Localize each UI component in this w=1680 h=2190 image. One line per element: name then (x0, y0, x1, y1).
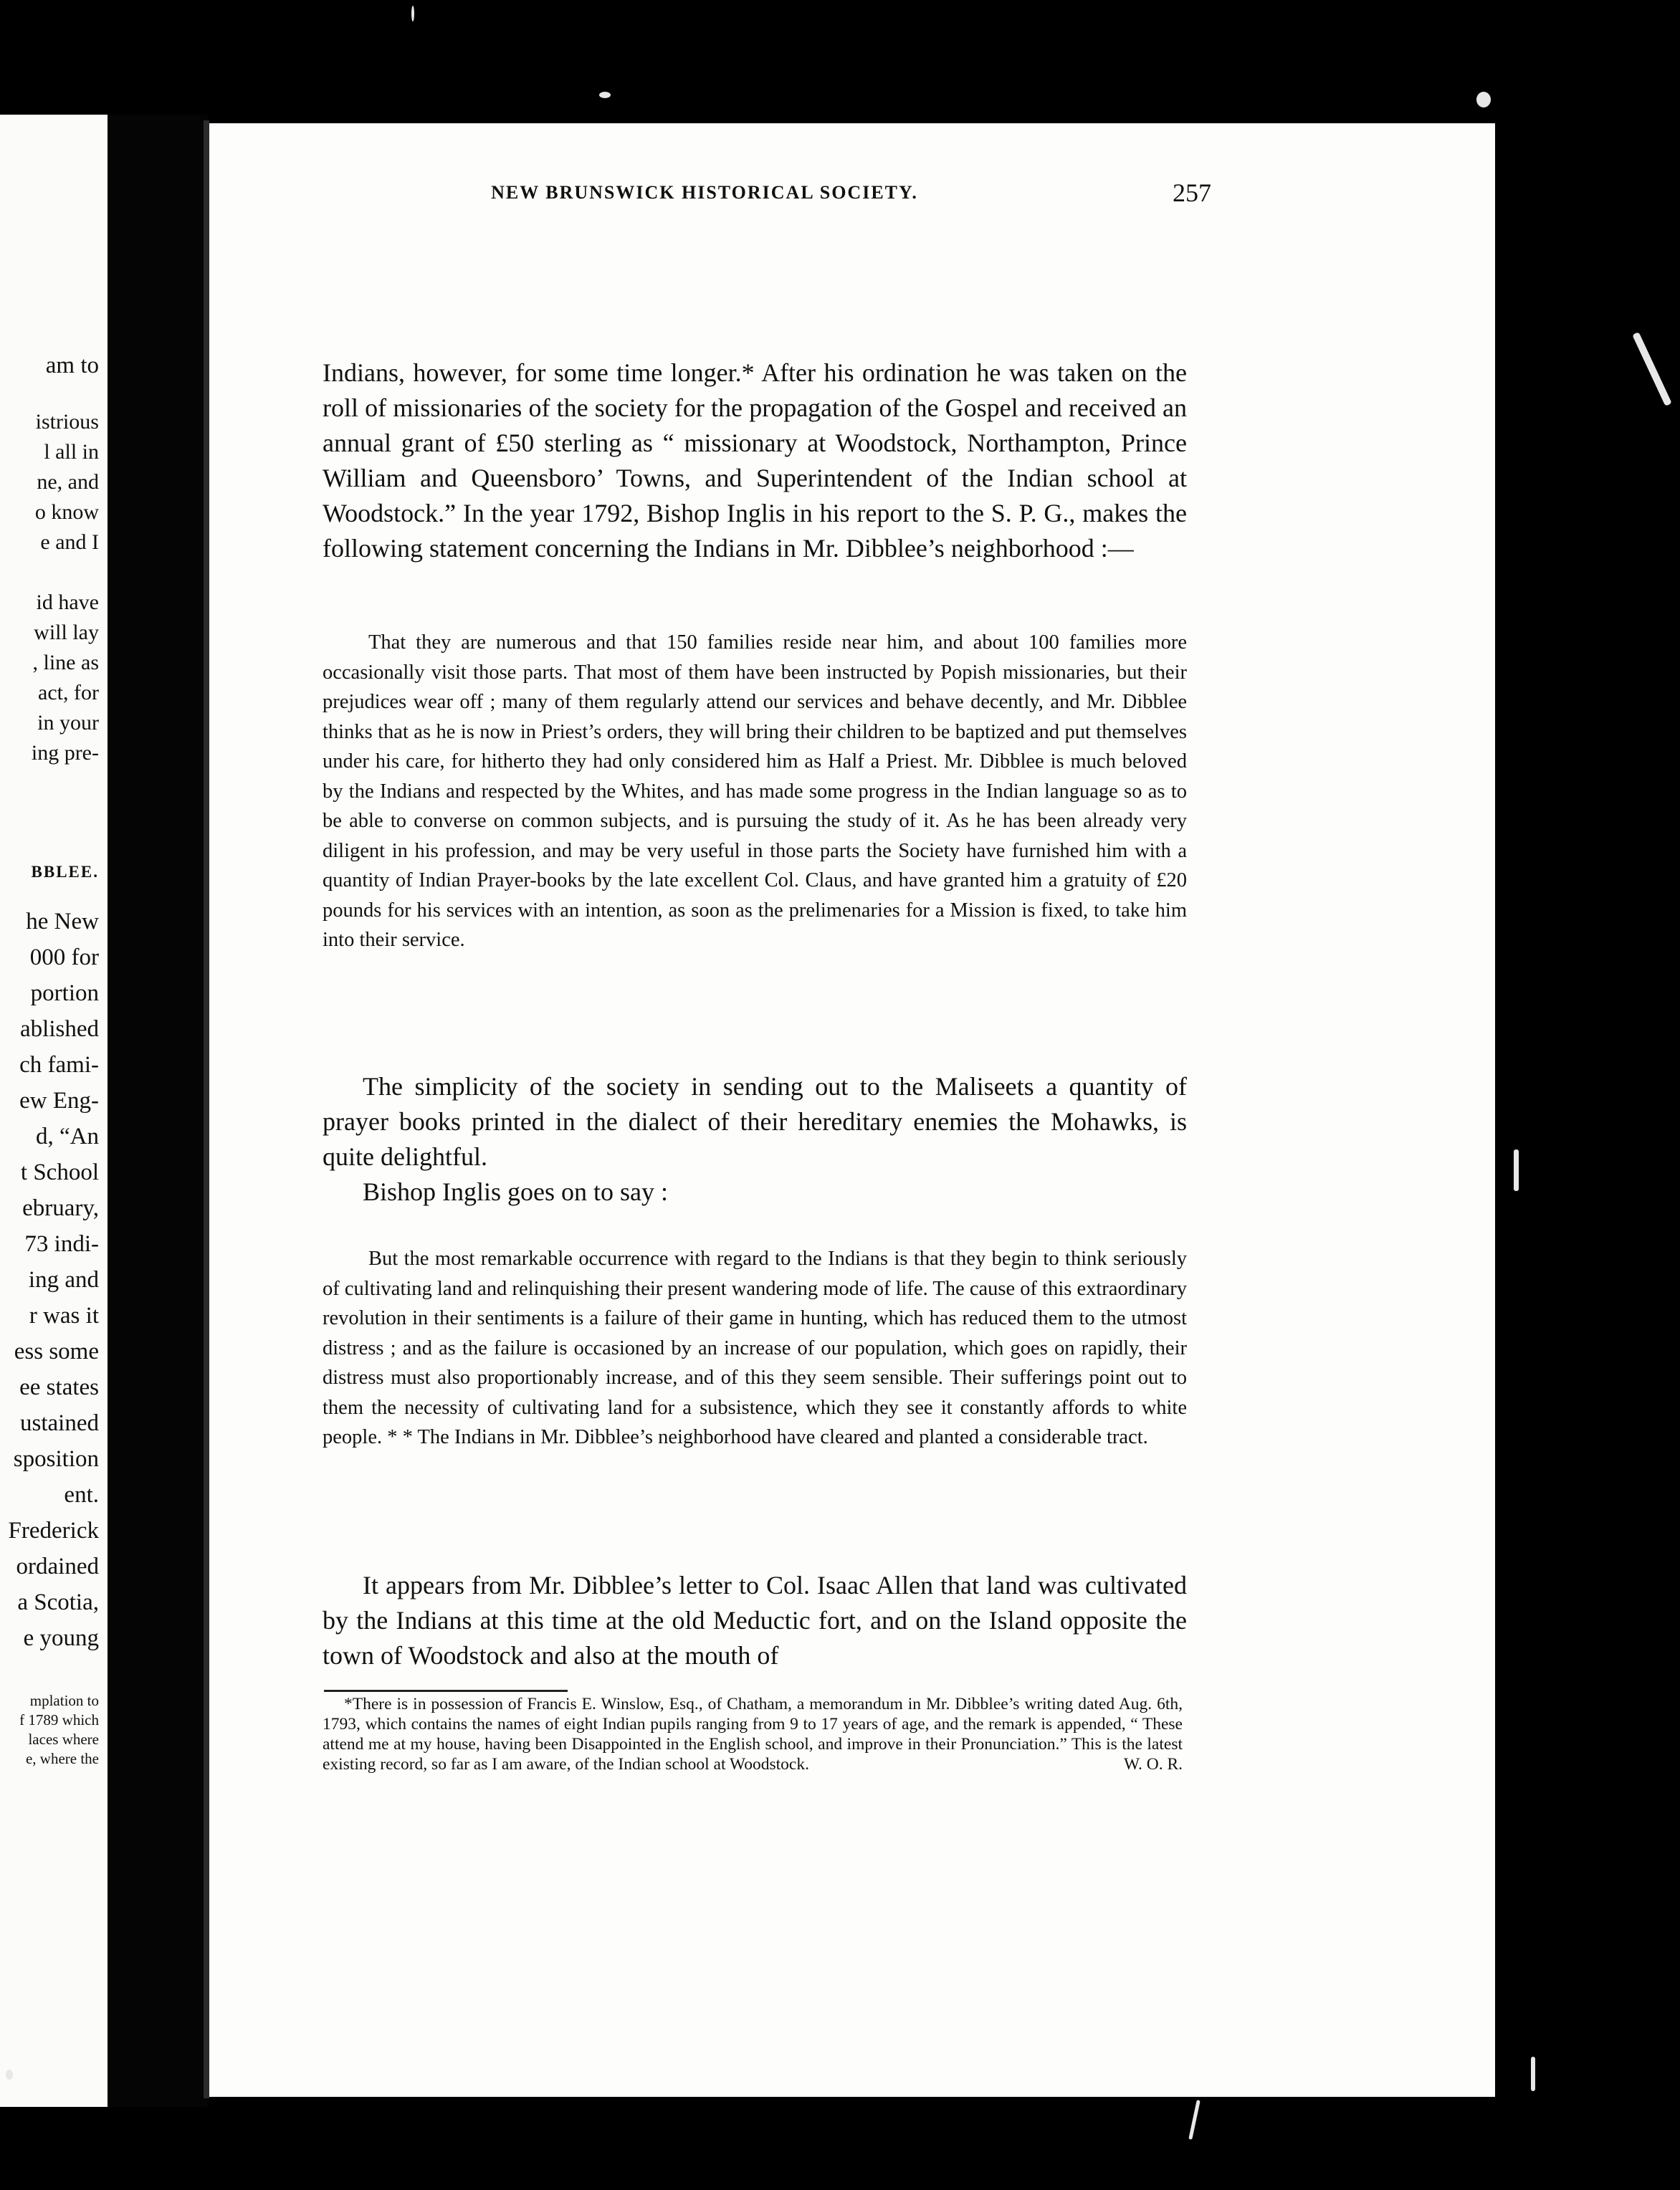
left-page-line: portion (30, 980, 99, 1006)
left-page-line: sposition (13, 1446, 99, 1472)
paragraph-1 (323, 355, 1187, 566)
left-page-line: in your (37, 711, 99, 735)
left-page-line: r was it (29, 1303, 99, 1329)
scan-speck (6, 2070, 13, 2080)
left-page-line: act, for (38, 681, 99, 704)
left-page-line: 000 for (29, 945, 99, 970)
footnote-signature: W. O. R. (1123, 1755, 1183, 1774)
footnote (323, 1694, 1183, 1774)
paragraph-2 (323, 1069, 1187, 1210)
footnote-rule (324, 1690, 568, 1692)
left-page-line: id have (36, 590, 99, 614)
left-page-line: e young (23, 1625, 99, 1651)
left-page-line: ch fami- (19, 1052, 99, 1078)
left-page-line: ne, and (37, 470, 99, 494)
quoted-report: That they are numerous and that 150 families reside near him, and about 100 families more occasionally visit those parts. That most of them have been instructed by Popish missionaries, but their prejudices wear off ; many of them regularly attend our services and behave decently, and Mr. Dibblee thinks that as he is now in Priest’s orders, they will bring their children to be baptized and put themselves under his care, for hitherto they had only considered him as Half a Priest. Mr. Dibblee is much beloved by the Indians and respected by the Whites, and has made some progress in the Indian language so as to be able to converse on common subjects, and is pursuing the study of it. As he has been already very diligent in his profession, and may be very useful in those parts the Society have furnished him with a quantity of Indian Prayer-books by the late excellent Col. Claus, and have granted him a gratuity of £20 pounds for his services with an intention, as soon as the prelimenaries for a Mission is fixed, to take him into their service. (323, 631, 1187, 951)
block-quote-2 (323, 1244, 1187, 1453)
left-page-line: ee states (19, 1374, 99, 1400)
scan-speck (1531, 2057, 1535, 2091)
left-page-line: l all in (44, 440, 99, 464)
left-page-heading: BBLEE. (31, 863, 99, 881)
left-page-footnote-line: mplation to (29, 1692, 99, 1709)
footnote-text: *There is in possession of Francis E. Winslow, Esq., of Chatham, a memorandum in Mr. Dibblee’s writing dated Aug. 6th, 1793, which contains the names of eight Indian pupils ranging from 9 to 17 years of age, and the remark is appended, “ These attend me at my house, having been Disappointed in the English school, and improve in their Pronunciation.” This is the latest existing record, so far as I am aware, of the Indian school at Woodstock. (323, 1695, 1183, 1774)
left-page-footnote-line: f 1789 which (19, 1711, 99, 1728)
left-page-line: ent. (64, 1482, 99, 1508)
left-page-line: ing and (28, 1267, 99, 1293)
body-paragraph: It appears from Mr. Dibblee’s letter to Col. Isaac Allen that land was cultivated by the Indians at this time at the old Meductic fort, and on the Island opposite the town of Woodstock and also at the mouth of (323, 1571, 1187, 1670)
left-page-line: d, “An (36, 1124, 99, 1149)
left-page-line: 73 indi- (24, 1231, 99, 1257)
scan-speck (411, 6, 414, 21)
body-paragraph: Indians, however, for some time longer.* After his ordination he was taken on the roll of missionaries of the society for the propagation of the Gospel and received an annual grant of £50 sterling as “ missionary at Woodstock, Northampton, Prince William and Queensboro’ Towns, and Superintendent of the Indian school at Woodstock.” In the year 1792, Bishop Inglis in his report to the S. P. G., makes the following statement concerning the Indians in Mr. Dibblee’s neighborhood :— (323, 358, 1187, 563)
body-paragraph: The simplicity of the society in sending out to the Maliseets a quantity of prayer books printed in the dialect of their hereditary enemies the Mohawks, is quite delightful. (323, 1072, 1187, 1171)
left-page-footnote-line: laces where (28, 1731, 99, 1748)
scan-speck (1514, 1149, 1519, 1191)
scan-speck (1632, 332, 1672, 406)
left-page-line: ebruary, (22, 1195, 99, 1221)
page-number: 257 (1173, 178, 1211, 207)
left-page-line: a Scotia, (17, 1589, 99, 1615)
scan-speck (599, 92, 611, 98)
block-quote-1 (323, 628, 1187, 955)
left-page-line: ordained (16, 1554, 99, 1579)
book-gutter (108, 115, 208, 2107)
left-page-line: ustained (20, 1410, 99, 1436)
left-page-line: e and I (40, 530, 99, 554)
body-paragraph: Bishop Inglis goes on to say : (363, 1177, 669, 1206)
left-page-line: t School (20, 1159, 99, 1185)
running-head (321, 178, 1211, 214)
left-page-line: ess some (14, 1339, 99, 1364)
left-page-line: Frederick (8, 1518, 99, 1544)
left-page-line: am to (45, 353, 99, 378)
left-page-fragment (0, 115, 108, 2107)
left-page-line: , line as (32, 651, 99, 674)
left-page-line: he New (26, 909, 99, 934)
left-page-line: ew Eng- (19, 1088, 99, 1114)
left-page-line: ing pre- (31, 741, 99, 765)
page-edge (204, 120, 209, 2098)
left-page-footnote-line: e, where the (25, 1750, 99, 1767)
left-page-line: ablished (20, 1016, 99, 1042)
scan-speck (1188, 2100, 1201, 2140)
quoted-report: But the most remarkable occurrence with regard to the Indians is that they begin to think seriously of cultivating land and relinquishing their present wandering mode of life. The cause of this extraordinary revolution in their sentiments is a failure of their game in hunting, which has reduced them to the utmost distress ; and as the failure is occasioned by an increase of our population, which goes on rapidly, their distress must also proportionably increase, and of this they seem sensible. Their sufferings point out to them the necessity of cultivating land for a subsistence, which they see it constantly affords to white people. * * The Indians in Mr. Dibblee’s neighborhood have cleared and planted a considerable tract. (323, 1248, 1187, 1448)
left-page-line: will lay (34, 621, 99, 644)
scan-speck (1476, 92, 1491, 107)
paragraph-4 (323, 1568, 1187, 1673)
left-page-line: o know (34, 500, 99, 524)
left-page-line: istrious (35, 410, 99, 434)
running-title: NEW BRUNSWICK HISTORICAL SOCIETY. (491, 182, 918, 203)
